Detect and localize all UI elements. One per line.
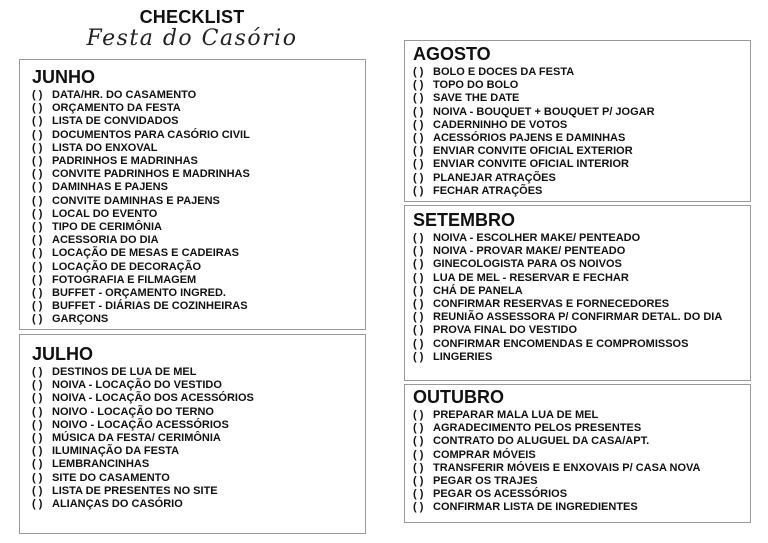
checklist-item-label: LUA DE MEL - RESERVAR E FECHAR xyxy=(433,271,629,284)
checklist-item-label: NOIVA - PROVAR MAKE/ PENTEADO xyxy=(433,245,626,258)
checkbox-marker: ( ) xyxy=(413,311,424,324)
section-junho xyxy=(19,59,366,330)
checklist-item-label: NOIVO - LOCAÇÃO DO TERNO xyxy=(52,405,214,418)
checklist xyxy=(413,232,750,364)
checklist-item-label: LOCAÇÃO DE MESAS E CADEIRAS xyxy=(52,247,240,260)
checkbox-marker: ( ) xyxy=(32,300,43,313)
checklist-item-label: DESTINOS DE LUA DE MEL xyxy=(52,366,197,378)
checklist-item-label: NOIVA - BOUQUET + BOUQUET P/ JOGAR xyxy=(433,105,655,118)
checklist-item-label: CONVITE DAMINHAS E PAJENS xyxy=(52,194,220,207)
checklist-item-label: LISTA DE CONVIDADOS xyxy=(52,115,179,128)
checklist-item-label: NOIVO - LOCAÇÃO ACESSÓRIOS xyxy=(52,418,229,431)
checkbox-marker: ( ) xyxy=(32,418,43,431)
checklist-item xyxy=(413,338,750,351)
checklist-item-label: NOIVA - ESCOLHER MAKE/ PENTEADO xyxy=(433,232,641,244)
checkbox-marker: ( ) xyxy=(413,232,424,244)
checklist-item xyxy=(413,158,750,171)
checklist-item xyxy=(413,92,750,105)
checklist-item-label: REUNIÃO ASSESSORA P/ CONFIRMAR DETAL. DO DIA xyxy=(433,311,723,324)
checkbox-marker: ( ) xyxy=(413,435,424,448)
section-title: AGOSTO xyxy=(413,44,491,64)
checklist-item-label: PEGAR OS TRAJES xyxy=(433,475,538,488)
checklist-item-label: DAMINHAS E PAJENS xyxy=(52,181,168,194)
checklist-item xyxy=(32,142,365,155)
checklist-item xyxy=(32,366,365,379)
checklist-item xyxy=(413,145,750,158)
checklist-item xyxy=(32,406,365,419)
checklist-item-label: BUFFET - DIÁRIAS DE COZINHEIRAS xyxy=(52,300,248,313)
checkbox-marker: ( ) xyxy=(32,484,43,497)
checklist-item xyxy=(32,485,365,498)
checklist-item-label: PLANEJAR ATRAÇÕES xyxy=(433,171,556,184)
checklist-item-label: CONFIRMAR LISTA DE INGREDIENTES xyxy=(433,501,638,514)
checklist-item xyxy=(413,172,750,185)
checklist-item-label: CONFIRMAR ENCOMENDAS E COMPROMISSOS xyxy=(433,337,689,350)
checkbox-marker: ( ) xyxy=(413,337,424,350)
checklist-item xyxy=(32,102,365,115)
checklist-item-label: ENVIAR CONVITE OFICIAL INTERIOR xyxy=(433,158,629,171)
checklist-item xyxy=(32,313,365,326)
checklist-item xyxy=(413,66,750,79)
section-agosto xyxy=(404,40,751,202)
checklist-item xyxy=(32,458,365,471)
checklist-item xyxy=(413,488,750,501)
checkbox-marker: ( ) xyxy=(413,258,424,271)
checklist-item-label: FECHAR ATRAÇÕES xyxy=(433,184,543,197)
section-setembro xyxy=(404,205,751,381)
checklist-item xyxy=(413,435,750,448)
checkbox-marker: ( ) xyxy=(413,145,424,158)
checkbox-marker: ( ) xyxy=(32,445,43,458)
checkbox-marker: ( ) xyxy=(413,245,424,258)
checklist-item-label: TOPO DO BOLO xyxy=(433,79,519,92)
checklist-item xyxy=(413,285,750,298)
checklist-item-label: LINGERIES xyxy=(433,350,493,363)
checklist-item xyxy=(413,298,750,311)
checkbox-marker: ( ) xyxy=(32,313,43,326)
checklist-item-label: LOCAL DO EVENTO xyxy=(52,207,158,220)
checkbox-marker: ( ) xyxy=(32,260,43,273)
checkbox-marker: ( ) xyxy=(413,284,424,297)
checkbox-marker: ( ) xyxy=(32,379,43,392)
checklist-item xyxy=(413,449,750,462)
checklist-item xyxy=(413,409,750,422)
checklist-item xyxy=(32,115,365,128)
checklist-item-label: ALIANÇAS DO CASÓRIO xyxy=(52,498,183,511)
checkbox-marker: ( ) xyxy=(32,247,43,260)
checklist-item-label: CONFIRMAR RESERVAS E FORNECEDORES xyxy=(433,298,670,311)
checklist-item-label: NOIVA - LOCAÇÃO DOS ACESSÓRIOS xyxy=(52,392,254,405)
checklist-item xyxy=(32,168,365,181)
checklist-item-label: SAVE THE DATE xyxy=(433,92,520,105)
checkbox-marker: ( ) xyxy=(32,155,43,168)
checklist-item-label: LISTA DE PRESENTES NO SITE xyxy=(52,484,218,497)
checkbox-marker: ( ) xyxy=(32,366,43,378)
checkbox-marker: ( ) xyxy=(32,141,43,154)
checkbox-marker: ( ) xyxy=(413,158,424,171)
checklist-item xyxy=(32,472,365,485)
checklist-item xyxy=(413,311,750,324)
checklist-item xyxy=(413,232,750,245)
checkbox-marker: ( ) xyxy=(32,405,43,418)
checkbox-marker: ( ) xyxy=(32,181,43,194)
checkbox-marker: ( ) xyxy=(32,128,43,141)
checkbox-marker: ( ) xyxy=(32,102,43,115)
checkbox-marker: ( ) xyxy=(413,171,424,184)
checklist-item xyxy=(32,89,365,102)
checklist-item xyxy=(32,300,365,313)
checkbox-marker: ( ) xyxy=(413,118,424,131)
checkbox-marker: ( ) xyxy=(413,501,424,514)
checklist-item xyxy=(32,498,365,511)
checklist-item-label: CONVITE PADRINHOS E MADRINHAS xyxy=(52,168,250,181)
page-title: CHECKLIST xyxy=(139,7,245,27)
checklist-item-label: ACESSÓRIOS PAJENS E DAMINHAS xyxy=(433,132,626,145)
section-outubro xyxy=(404,384,751,523)
checklist-item xyxy=(32,287,365,300)
checkbox-marker: ( ) xyxy=(32,287,43,300)
checklist-item-label: GINECOLOGISTA PARA OS NOIVOS xyxy=(433,258,622,271)
checklist-item xyxy=(32,155,365,168)
section-title: OUTUBRO xyxy=(413,387,504,407)
checkbox-marker: ( ) xyxy=(413,448,424,461)
checklist-item-label: BUFFET - ORÇAMENTO INGRED. xyxy=(52,287,226,300)
checklist-item-label: ACESSORIA DO DIA xyxy=(52,234,159,247)
section-title: JULHO xyxy=(32,344,94,364)
checklist-item-label: ILUMINAÇÃO DA FESTA xyxy=(52,445,180,458)
checklist-item xyxy=(32,261,365,274)
checklist-item xyxy=(32,181,365,194)
checklist-item xyxy=(413,119,750,132)
checklist-item-label: NOIVA - LOCAÇÃO DO VESTIDO xyxy=(52,379,222,392)
checkbox-marker: ( ) xyxy=(413,79,424,92)
checklist-item-label: PROVA FINAL DO VESTIDO xyxy=(433,324,578,337)
checkbox-marker: ( ) xyxy=(32,471,43,484)
checklist-item-label: PADRINHOS E MADRINHAS xyxy=(52,155,198,168)
checkbox-marker: ( ) xyxy=(413,92,424,105)
checklist-item xyxy=(32,234,365,247)
checkbox-marker: ( ) xyxy=(32,458,43,471)
checklist-item-label: CADERNINHO DE VOTOS xyxy=(433,118,568,131)
checkbox-marker: ( ) xyxy=(32,234,43,247)
section-title: JUNHO xyxy=(32,67,96,87)
checklist-item xyxy=(413,132,750,145)
checkbox-marker: ( ) xyxy=(32,207,43,220)
checklist-item xyxy=(32,247,365,260)
checkbox-marker: ( ) xyxy=(32,89,43,101)
checklist-item-label: MÚSICA DA FESTA/ CERIMÔNIA xyxy=(52,432,221,445)
checklist-item xyxy=(32,379,365,392)
checklist-item-label: DOCUMENTOS PARA CASÓRIO CIVIL xyxy=(52,128,250,141)
checkbox-marker: ( ) xyxy=(413,324,424,337)
checklist-item xyxy=(413,272,750,285)
checkbox-marker: ( ) xyxy=(413,66,424,78)
checklist-item xyxy=(32,274,365,287)
checklist xyxy=(413,409,750,515)
checklist-item-label: TRANSFERIR MÓVEIS E ENXOVAIS P/ CASA NOVA xyxy=(433,461,701,474)
checklist-item xyxy=(413,245,750,258)
checklist-item xyxy=(413,501,750,514)
checkbox-marker: ( ) xyxy=(413,105,424,118)
checkbox-marker: ( ) xyxy=(32,221,43,234)
checklist-item-label: LEMBRANCINHAS xyxy=(52,458,150,471)
checkbox-marker: ( ) xyxy=(32,194,43,207)
checkbox-marker: ( ) xyxy=(413,422,424,435)
checkbox-marker: ( ) xyxy=(413,271,424,284)
checklist xyxy=(413,66,750,198)
checklist-item-label: ORÇAMENTO DA FESTA xyxy=(52,102,181,115)
checklist-item-label: ENVIAR CONVITE OFICIAL EXTERIOR xyxy=(433,145,633,158)
checkbox-marker: ( ) xyxy=(413,350,424,363)
checklist-item xyxy=(32,392,365,405)
checkbox-marker: ( ) xyxy=(413,475,424,488)
checklist-item xyxy=(413,462,750,475)
checklist-item-label: CONTRATO DO ALUGUEL DA CASA/APT. xyxy=(433,435,650,448)
checklist-item-label: TIPO DE CERIMÔNIA xyxy=(52,221,163,234)
checklist-item xyxy=(32,445,365,458)
checkbox-marker: ( ) xyxy=(32,168,43,181)
checkbox-marker: ( ) xyxy=(32,273,43,286)
checkbox-marker: ( ) xyxy=(413,184,424,197)
checklist-item xyxy=(32,221,365,234)
checklist-item xyxy=(32,195,365,208)
checkbox-marker: ( ) xyxy=(413,132,424,145)
checklist-item-label: PEGAR OS ACESSÓRIOS xyxy=(433,488,568,501)
checklist-item-label: COMPRAR MÓVEIS xyxy=(433,448,536,461)
checklist-item xyxy=(413,475,750,488)
checkbox-marker: ( ) xyxy=(413,298,424,311)
checkbox-marker: ( ) xyxy=(413,409,424,421)
checkbox-marker: ( ) xyxy=(32,115,43,128)
checklist-item-label: LISTA DO ENXOVAL xyxy=(52,141,158,154)
checklist-item-label: BOLO E DOCES DA FESTA xyxy=(433,66,575,78)
checklist-item xyxy=(413,422,750,435)
checkbox-marker: ( ) xyxy=(413,488,424,501)
checklist xyxy=(32,89,365,327)
checklist-item xyxy=(413,351,750,364)
checklist-item-label: LOCAÇÃO DE DECORAÇÃO xyxy=(52,260,202,273)
checklist-item xyxy=(32,432,365,445)
checklist-item-label: DATA/HR. DO CASAMENTO xyxy=(52,89,197,101)
checklist-item xyxy=(413,185,750,198)
checkbox-marker: ( ) xyxy=(32,392,43,405)
checkbox-marker: ( ) xyxy=(413,461,424,474)
checklist-item xyxy=(413,79,750,92)
checklist-item-label: AGRADECIMENTO PELOS PRESENTES xyxy=(433,422,642,435)
checklist-item xyxy=(32,129,365,142)
checkbox-marker: ( ) xyxy=(32,498,43,511)
checklist-item xyxy=(413,106,750,119)
checklist-item-label: FOTOGRAFIA E FILMAGEM xyxy=(52,273,197,286)
checklist-item-label: GARÇONS xyxy=(52,313,109,326)
page-subtitle: Festa do Casório xyxy=(86,26,298,51)
checklist-item xyxy=(32,208,365,221)
section-julho xyxy=(19,334,366,534)
checkbox-marker: ( ) xyxy=(32,432,43,445)
checklist-item-label: SITE DO CASAMENTO xyxy=(52,471,170,484)
section-title: SETEMBRO xyxy=(413,210,516,230)
checklist-item-label: CHÁ DE PANELA xyxy=(433,284,523,297)
checklist-item xyxy=(32,419,365,432)
checklist-item-label: PREPARAR MALA LUA DE MEL xyxy=(433,409,599,421)
checklist-item xyxy=(413,258,750,271)
checklist-item xyxy=(413,324,750,337)
checklist xyxy=(32,366,365,511)
